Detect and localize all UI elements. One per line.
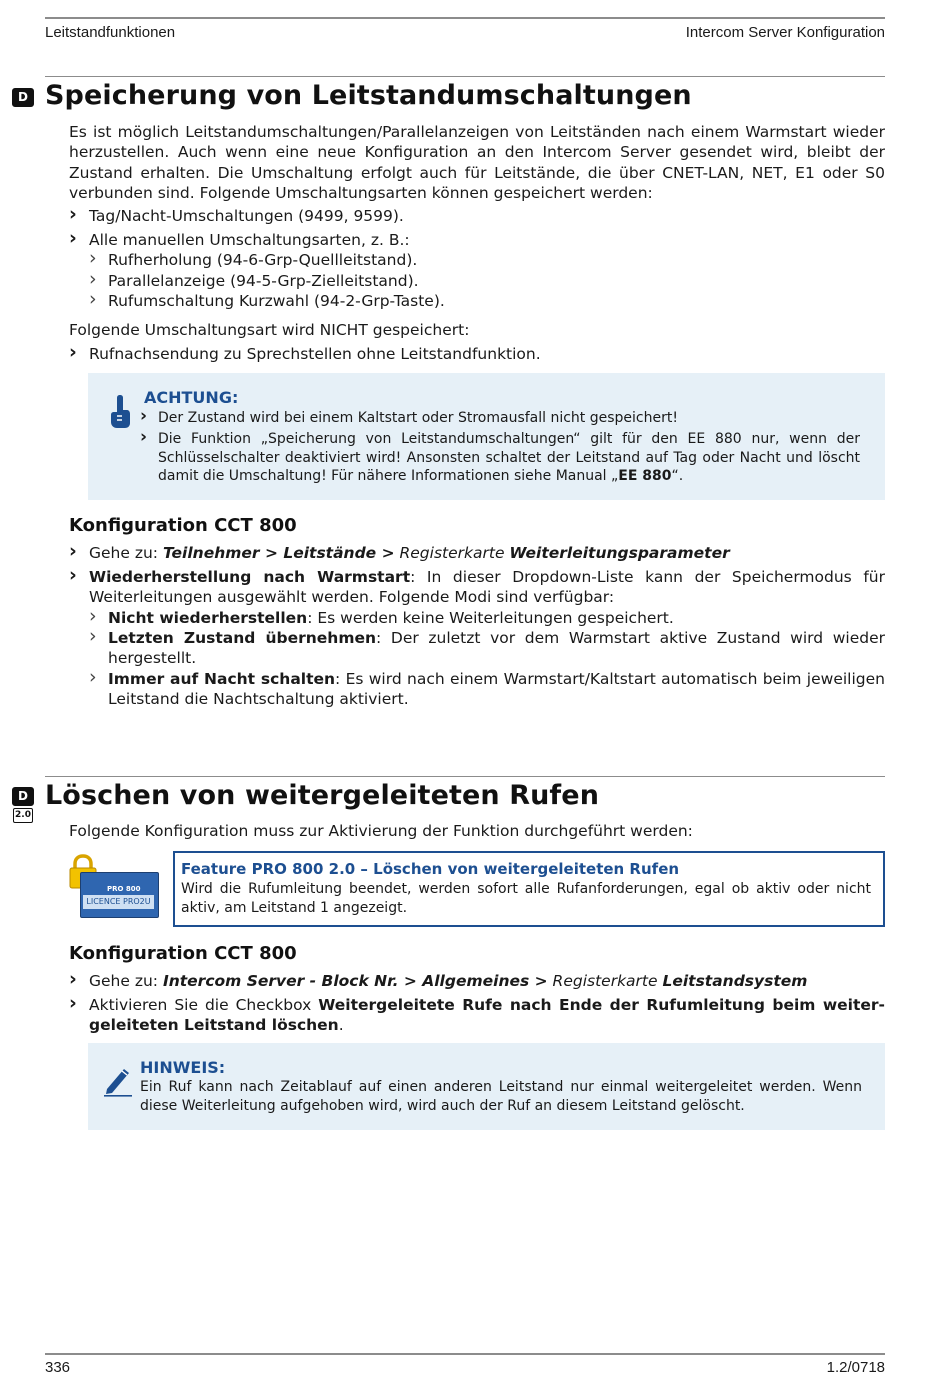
sub-list-item: › Parallelanzeige (94-5-Grp-Zielleitstand). <box>88 271 885 291</box>
licence-badge <box>68 854 160 920</box>
section2-title: Löschen von weitergeleiteten Rufen <box>45 780 600 811</box>
section1-config-title: Konfiguration CCT 800 <box>69 515 297 536</box>
section2-intro: Folgende Konfiguration muss zur Aktivierung der Funktion durchgeführt werden: <box>69 822 693 840</box>
section1-title: Speicherung von Leitstandumschaltungen <box>45 80 692 111</box>
licence-top-label: PRO 800 <box>107 885 141 893</box>
d-badge-icon: D <box>12 787 34 806</box>
mode-item: › Nicht wiederherstellen: Es werden keine Weiterleitungen gespeichert. <box>88 608 885 628</box>
warning-box <box>88 373 885 500</box>
goto-instruction: › Gehe zu: Intercom Server - Block Nr. > Allgemeines > Registerkarte Leitstandsystem <box>69 971 885 991</box>
licence-card <box>80 872 159 918</box>
document-version: 1.2/0718 <box>826 1359 885 1376</box>
feature-box <box>173 851 885 927</box>
note-box <box>88 1043 885 1130</box>
note-title: HINWEIS: <box>140 1058 226 1077</box>
header-chapter: Leitstandfunktionen <box>45 24 176 41</box>
page-number: 336 <box>45 1359 71 1376</box>
feature-title: Feature PRO 800 2.0 – Löschen von weitergeleiteten Rufen <box>181 860 680 878</box>
footer-rule <box>45 1353 885 1355</box>
licence-bottom-label: LICENCE PRO2U <box>83 895 154 909</box>
section2-config-title: Konfiguration CCT 800 <box>69 943 297 964</box>
list-item: › Rufnachsendung zu Sprechstellen ohne Leitstandfunktion. <box>69 344 885 364</box>
list-item: › Tag/Nacht-Umschaltungen (9499, 9599). <box>69 206 885 226</box>
d-badge-icon: D <box>12 88 34 107</box>
header-document: Intercom Server Konfiguration <box>685 24 885 41</box>
warning-item: › Der Zustand wird bei einem Kaltstart oder Stromausfall nicht gespeichert! <box>140 409 860 428</box>
header-rule <box>45 17 885 19</box>
not-saved-intro: Folgende Umschaltungsart wird NICHT gespeichert: <box>69 321 470 339</box>
pointing-hand-icon <box>108 393 132 429</box>
warning-title: ACHTUNG: <box>144 388 239 407</box>
section1-intro: Es ist möglich Leitstandumschaltungen/Parallelanzeigen von Leitständen nach einem Warmstart wieder herzustellen. Auch wenn eine neue Konfiguration an den Intercom Server gesendet wird, bleibt der Zustand erhalten. Die Umschaltung erfolgt auch für Leitstände, die über CNET-LAN, NET, E1 oder S0 verbunden sind. Folgende Umschaltungsarten können gespeichert werden: <box>69 123 885 203</box>
section2-rule <box>45 776 885 777</box>
sub-list-item: › Rufumschaltung Kurzwahl (94-2-Grp-Taste). <box>88 291 885 311</box>
section1-rule <box>45 76 885 77</box>
version-badge-icon: 2.0 <box>13 808 33 823</box>
note-text: Ein Ruf kann nach Zeitablauf auf einen anderen Leitstand nur einmal weitergeleitet werden. Wenn diese Weiterleitung aufgehoben wird, wird auch der Ruf an diesem Leitstand gelöscht. <box>140 1079 862 1114</box>
mode-item: › Letzten Zustand übernehmen: Der zuletzt vor dem Warmstart aktive Zustand wird wieder hergestellt. <box>88 628 885 669</box>
restore-instruction: › Wiederherstellung nach Warmstart: In dieser Dropdown-Liste kann der Speichermodus für Weiterleitungen ausgewählt werden. Folgende Modi sind verfügbar: <box>69 567 885 608</box>
pencil-icon <box>102 1063 134 1097</box>
feature-text: Wird die Rufumleitung beendet, werden sofort alle Rufanforderungen, egal ob aktiv oder nicht aktiv, am Leitstand 1 angezeigt. <box>181 881 871 916</box>
goto-instruction: › Gehe zu: Teilnehmer > Leitstände > Registerkarte Weiterleitungsparameter <box>69 543 885 563</box>
sub-list-item: › Rufherholung (94-6-Grp-Quellleitstand). <box>88 250 885 270</box>
checkbox-instruction: › Aktivieren Sie die Checkbox Weitergeleitete Rufe nach Ende der Rufumleitung beim weiter-geleiteten Leitstand löschen. <box>69 995 885 1036</box>
list-item: › Alle manuellen Umschaltungsarten, z. B.: <box>69 230 885 250</box>
mode-item: › Immer auf Nacht schalten: Es wird nach einem Warmstart/Kaltstart automatisch beim jeweiligen Leitstand die Nachtschaltung aktiviert. <box>88 669 885 710</box>
warning-item: › Die Funktion „Speicherung von Leitstandumschaltungen“ gilt für den EE 880 nur, wenn der Schlüsselschalter deaktiviert wird! Ansonsten schaltet der Leitstand auf Tag oder Nacht und löscht damit die Umschaltung! Für nähere Informationen siehe Manual „EE 880“. <box>140 430 860 486</box>
